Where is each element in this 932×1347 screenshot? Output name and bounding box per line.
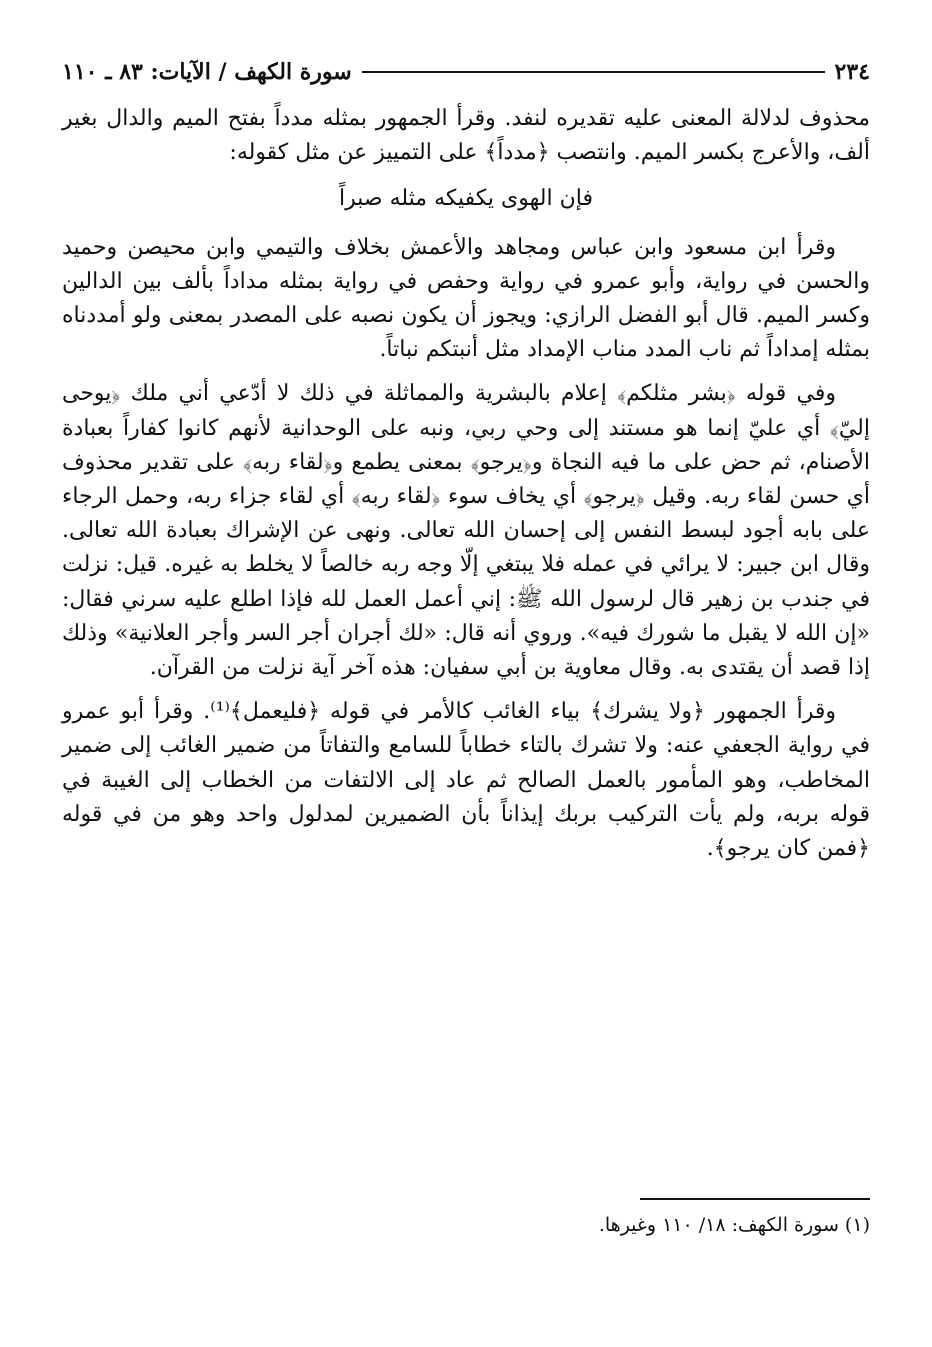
main-text (62, 102, 870, 866)
footnote-separator (640, 1198, 870, 1200)
footnote: (١) سورة الكهف: ١٨/ ١١٠ وغيرها. (598, 1214, 870, 1236)
poetry-verse: فإن الهوى يكفيكه مثله صبراً (339, 186, 593, 212)
paragraph-3: وفي قوله ﴿بشر مثلكم﴾ إعلام بالبشرية والمماثلة في ذلك لا أدّعي أني ملك ﴿يوحى إليّ﴾ أي عليّ إنما هو مستند إلى وحي ربي، ونبه على الوحدانية لأنهم كانوا كفاراً بعبادة الأصنام، ثم حض على ما فيه النجاة و﴿يرجو﴾ بمعنى يطمع و﴿لقاء ربه﴾ على تقدير محذوف أي حسن لقاء ربه. وقيل ﴿يرجو﴾ أي يخاف سوء ﴿لقاء ربه﴾ أي لقاء جزاء ربه، وحمل الرجاء على بابه أجود لبسط النفس إلى إحسان الله تعالى. ونهى عن الإشراك بعبادة الله تعالى. وقال ابن جبير: لا يرائي في عمله فلا يبتغي إلّا وجه ربه خالصاً لا يخلط به غيره. قيل: نزلت في جندب بن زهير قال لرسول الله ﷺ: إني أعمل العمل لله فإذا اطلع عليه سرني فقال: «إن الله لا يقبل ما شورك فيه». وروي أنه قال: «لك أجران أجر السر وأجر العلانية» وذلك إذا قصد أن يقتدى به. وقال معاوية بن أبي سفيان: هذه آخر آية نزلت من القرآن. (62, 381, 870, 681)
page-number: ٢٣٤ (834, 59, 870, 85)
paragraph-4: وقرأ الجمهور ﴿ولا يشرك﴾ بياء الغائب كالأمر في قوله ﴿فليعمل﴾⁽¹⁾. وقرأ أبو عمرو في رواية الجعفي عنه: ولا تشرك بالتاء خطاباً للسامع والتفاتاً من ضمير الغائب إلى ضمير المخاطب، وهو المأمور بالعمل الصالح ثم عاد إلى الالتفات من الخطاب إلى الغيبة في قوله بربه، ولم يأت التركيب بربك إيذاناً بأن الضميرين لمدلول واحد وهو من في قوله ﴿فمن كان يرجو﴾. (62, 699, 870, 862)
paragraph-1: محذوف لدلالة المعنى عليه تقديره لنفد. وقرأ الجمهور بمثله مدداً بفتح الميم والدال بغير ألف، والأعرج بكسر الميم. وانتصب ﴿مدداً﴾ على التمييز عن مثل كقوله: (62, 106, 871, 166)
book-page (62, 52, 870, 1292)
paragraph-2: وقرأ ابن مسعود وابن عباس ومجاهد والأعمش بخلاف والتيمي وابن محيصن وحميد والحسن في رواية، وأبو عمرو في رواية وحفص في رواية بمثله مداداً بألف بين الدالين وكسر الميم. قال أبو الفضل الرازي: ويجوز أن يكون نصبه على المصدر بمعنى ولو أمددناه بمثله إمداداً ثم ناب المدد مناب الإمداد مثل أنبتكم نباتاً. (62, 234, 870, 363)
header-rule (362, 71, 825, 73)
running-title: سورة الكهف / الآيات: ٨٣ ـ ١١٠ (62, 59, 352, 85)
page-header (62, 52, 870, 92)
